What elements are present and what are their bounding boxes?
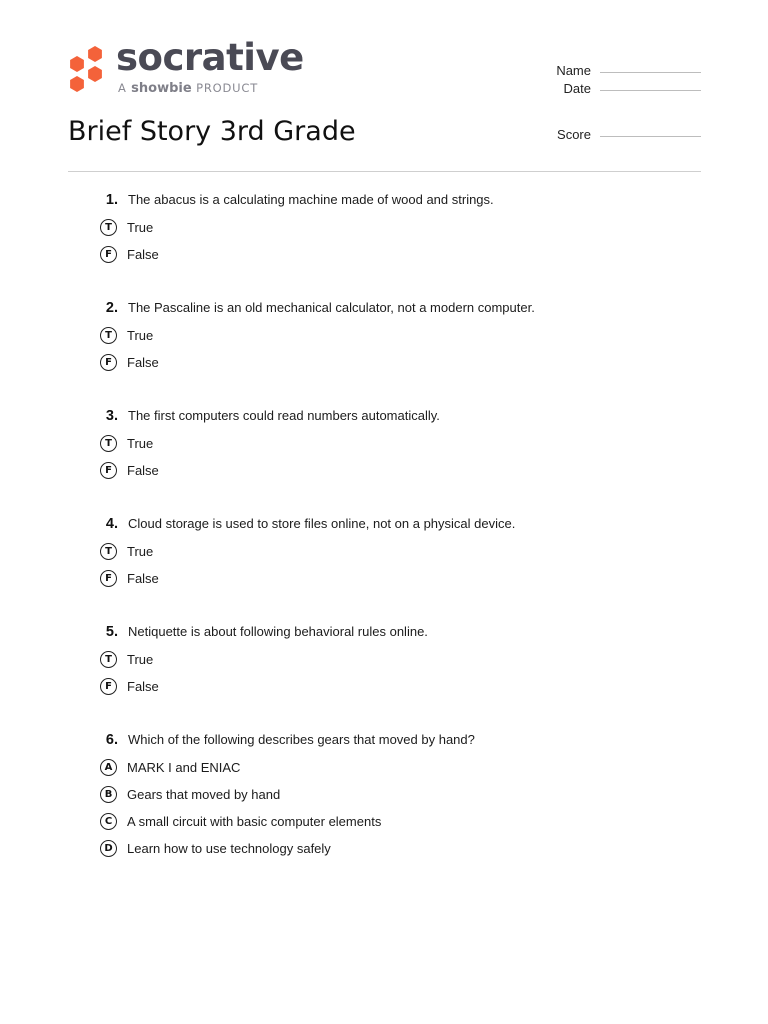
question-text: Which of the following describes gears that moved by hand? [128,732,475,747]
name-field[interactable] [531,63,701,78]
answer-text: False [127,679,159,694]
answer-text: False [127,571,159,586]
answer-option[interactable] [100,678,159,695]
answer-bubble[interactable]: F [100,354,117,371]
question-prompt [100,732,475,748]
question-number: 2. [105,300,118,316]
logo-tagline-suffix: PRODUCT [196,81,259,95]
hexagon-cluster-icon [68,44,106,96]
answer-bubble[interactable]: T [100,219,117,236]
answer-text: True [127,544,154,559]
answer-text: True [127,436,154,451]
question-prompt [100,408,440,424]
question-prompt [100,516,515,532]
answer-bubble[interactable]: F [100,678,117,695]
question-prompt [100,192,494,208]
answer-option[interactable] [100,840,331,857]
score-field[interactable] [531,127,701,142]
answer-option[interactable] [100,759,240,776]
question-text: Netiquette is about following behavioral rules online. [128,624,428,639]
name-line[interactable] [600,71,701,73]
answer-text: Gears that moved by hand [127,787,281,802]
logo-tagline [118,81,258,96]
question-number: 4. [105,516,118,532]
answer-text: True [127,220,154,235]
logo-wordmark: socrative [116,36,304,79]
answer-option[interactable] [100,354,159,371]
question-number: 1. [105,192,118,208]
question-prompt [100,624,428,640]
answer-option[interactable] [100,543,153,560]
answer-bubble[interactable]: T [100,327,117,344]
answer-option[interactable] [100,246,159,263]
answer-bubble[interactable]: F [100,462,117,479]
answer-text: Learn how to use technology safely [127,841,331,856]
question-number: 5. [105,624,118,640]
question-number: 6. [105,732,118,748]
answer-text: False [127,247,159,262]
answer-text: True [127,328,154,343]
answer-option[interactable] [100,219,153,236]
socrative-logo [68,36,304,102]
answer-option[interactable] [100,570,159,587]
score-line[interactable] [600,135,701,137]
answer-bubble[interactable]: T [100,543,117,560]
name-label: Name [556,63,591,78]
answer-bubble[interactable]: F [100,570,117,587]
answer-text: MARK I and ENIAC [127,760,241,775]
question-text: The abacus is a calculating machine made of wood and strings. [128,192,494,207]
answer-text: True [127,652,154,667]
answer-bubble[interactable]: T [100,651,117,668]
answer-option[interactable] [100,651,153,668]
answer-bubble[interactable]: T [100,435,117,452]
date-field[interactable] [531,81,701,96]
date-line[interactable] [600,89,701,91]
answer-text: False [127,463,159,478]
answer-text: A small circuit with basic computer elements [127,814,382,829]
question-number: 3. [105,408,118,424]
answer-text: False [127,355,159,370]
answer-option[interactable] [100,327,153,344]
answer-bubble[interactable]: F [100,246,117,263]
question-text: The first computers could read numbers automatically. [128,408,440,423]
page-title: Brief Story 3rd Grade [68,116,356,147]
answer-bubble[interactable]: C [100,813,117,830]
answer-option[interactable] [100,813,381,830]
answer-bubble[interactable]: D [100,840,117,857]
date-label: Date [563,81,591,96]
answer-bubble[interactable]: A [100,759,117,776]
question-prompt [100,300,535,316]
answer-bubble[interactable]: B [100,786,117,803]
score-label: Score [557,127,591,142]
logo-tagline-brand: showbie [131,81,192,96]
answer-option[interactable] [100,786,280,803]
worksheet-header [68,36,701,172]
header-divider [68,171,701,172]
answer-option[interactable] [100,462,159,479]
answer-option[interactable] [100,435,153,452]
logo-tagline-prefix: A [118,81,127,95]
question-text: Cloud storage is used to store files online, not on a physical device. [128,516,516,531]
question-text: The Pascaline is an old mechanical calculator, not a modern computer. [128,300,535,315]
